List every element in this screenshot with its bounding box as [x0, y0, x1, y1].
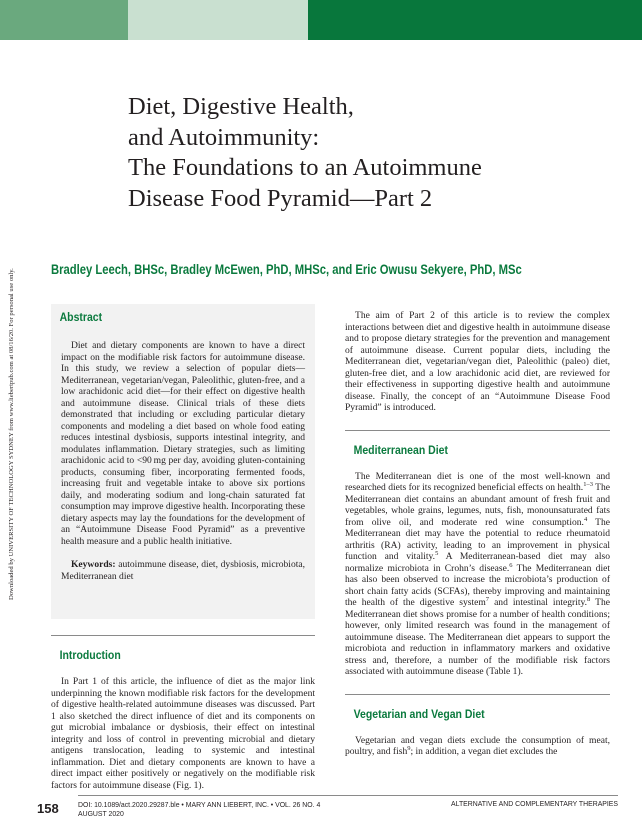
abstract-heading: Abstract — [59, 310, 103, 324]
left-column — [51, 310, 315, 791]
title-line: The Foundations to an Autoimmune — [128, 154, 482, 181]
abstract-text: Diet and dietary components are known to have a direct impact on the modifiable risk factors for autoimmune disease. In this study, we review a selection of popular diets—Mediterranean, vegetarian/vegan, Paleolithic, gluten-free, and a low arachidonic acid diet—for their effect on digestive health and autoimmune disease. Clinical trials of these diets demonstrated that including or excluding particular dietary components and modeling a diet based on whole food eating reduces intestinal dysbiosis, supports intestinal integrity, and modulates inflammation. Dietary strategies, such as limiting arachidonic acid to <90 mg per day, avoiding gluten-containing products, consuming fiber, incorporating fermented foods, increasing fruit and vegetable intake to above six portions daily, and moderating sodium and long-chain saturated fat consumption may improve digestive health. Incorporating these dietary aspects may lay the foundations for the development of an “Autoimmune Disease Food Pyramid” as a preventive health measure and a public health initiative. — [61, 340, 305, 547]
page-number: 158 — [37, 801, 59, 816]
aim-paragraph: The aim of Part 2 of this article is to review the complex interactions between diet and digestive health in autoimmune disease and to propose dietary strategies for the prevention and management of autoimmune disease. Current popular diets, including the Mediterranean diet, vegetarian/vegan diet, Paleolithic (paleo) diet, gluten-free diet, and a low arachidonic acid diet, are reviewed for their effectiveness in supporting digestive health and autoimmune disease. Finally, the concept of an “Autoimmune Disease Food Pyramid” is introduced. — [345, 310, 610, 413]
title-line: Disease Food Pyramid—Part 2 — [128, 184, 433, 212]
vegetarian-text: Vegetarian and vegan diets exclude the consumption of meat, poultry, and fish$^9$; in addition, a vegan diet excludes the — [345, 734, 610, 757]
download-notice: Downloaded by UNIVERSITY OF TECHNOLOGY SYDNEY from www.liebertpub.com at 08/16/20. For personal use only. — [8, 268, 15, 600]
header-band-middle — [128, 0, 308, 40]
mediterranean-heading: Mediterranean Diet — [353, 442, 448, 457]
citation: 9 — [407, 744, 411, 752]
title-line: and Autoimmunity: — [128, 123, 320, 151]
author-list: Bradley Leech, BHSc, Bradley McEwen, PhD, MHSc, and Eric Owusu Sekyere, PhD, MSc — [51, 262, 522, 277]
introduction-section — [51, 635, 315, 791]
page-footer — [0, 795, 642, 831]
keywords-text: autoimmune disease, diet, dysbiosis, microbiota, Mediterranean diet — [61, 559, 306, 582]
citation: 6 — [509, 561, 513, 569]
citation: 1–3 — [583, 480, 593, 488]
footer-doi-line: DOI: 10.1089/act.2020.29287.ble • MARY ANN LIEBERT, INC. • VOL. 26 NO. 4 — [78, 802, 321, 809]
header-band-right — [308, 0, 642, 40]
title-line: Diet, Digestive Health, — [128, 93, 354, 120]
citation: 4 — [583, 515, 588, 523]
header-band-left — [0, 0, 128, 40]
keywords-label: Keywords: — [71, 559, 116, 570]
journal-name: ALTERNATIVE AND COMPLEMENTARY THERAPIES — [451, 801, 618, 808]
vegetarian-heading: Vegetarian and Vegan Diet — [353, 706, 485, 721]
article-title — [128, 92, 608, 214]
vegetarian-section — [345, 694, 610, 758]
right-column — [345, 310, 610, 758]
introduction-text: In Part 1 of this article, the influence of diet as the major link underpinning the known modifiable risk factors for the development of digestive health-related autoimmune diseases was discussed. Part 1 also sketched the direct influence of diet and its components on gut microbial imbalance or dysbiosis, their effect on intestinal integrity and loss of control in preventing microbial and dietary antigens translocation, leading to systemic and intestinal inflammation. Diet and dietary components are known to have a direct impact either positively or negatively on the modifiable risk factors for autoimmune disease (Fig. 1). — [51, 676, 315, 791]
footer-rule — [78, 795, 618, 796]
keywords — [61, 559, 305, 582]
introduction-heading: Introduction — [59, 648, 121, 662]
citation: 7 — [485, 595, 490, 603]
abstract-box — [51, 304, 315, 619]
citation: 8 — [587, 595, 591, 603]
citation: 5 — [435, 549, 439, 557]
mediterranean-text: The Mediterranean diet is one of the most well-known and researched diets for its recognized beneficial effects on health.$^{1-3}$ The Mediterranean diet contains an abundant amount of fresh fruit and vegetables, whole grains, legumes, nuts, fish, monounsaturated fats from olive oil, and moderate red wine consumption.$^4$ The Mediterranean diet may have the potential to reduce rheumatoid arthritis (RA) activity, leading to an improvement in physical function and vitality.$^5$ A Mediterranean-based diet may also normalize microbiota in Crohn’s disease.$^6$ The Mediterranean diet has also been observed to increase the microbiota’s production of short chain fatty acids (SCFAs), thereby improving and maintaining the health of the digestive system$^7$ and intestinal integrity.$^8$ The Mediterranean diet shows promise for a number of health conditions; however, only limited research was found in the management of autoimmune disease. The Mediterranean diet appears to support the microbiota and reduction in inflammatory markers and oxidative stress and, therefore, a number of the modifiable risk factors associated with autoimmune disease (Table 1). — [345, 470, 611, 677]
mediterranean-section — [345, 430, 610, 678]
footer-date: AUGUST 2020 — [78, 811, 124, 818]
footer-doi — [78, 801, 320, 819]
